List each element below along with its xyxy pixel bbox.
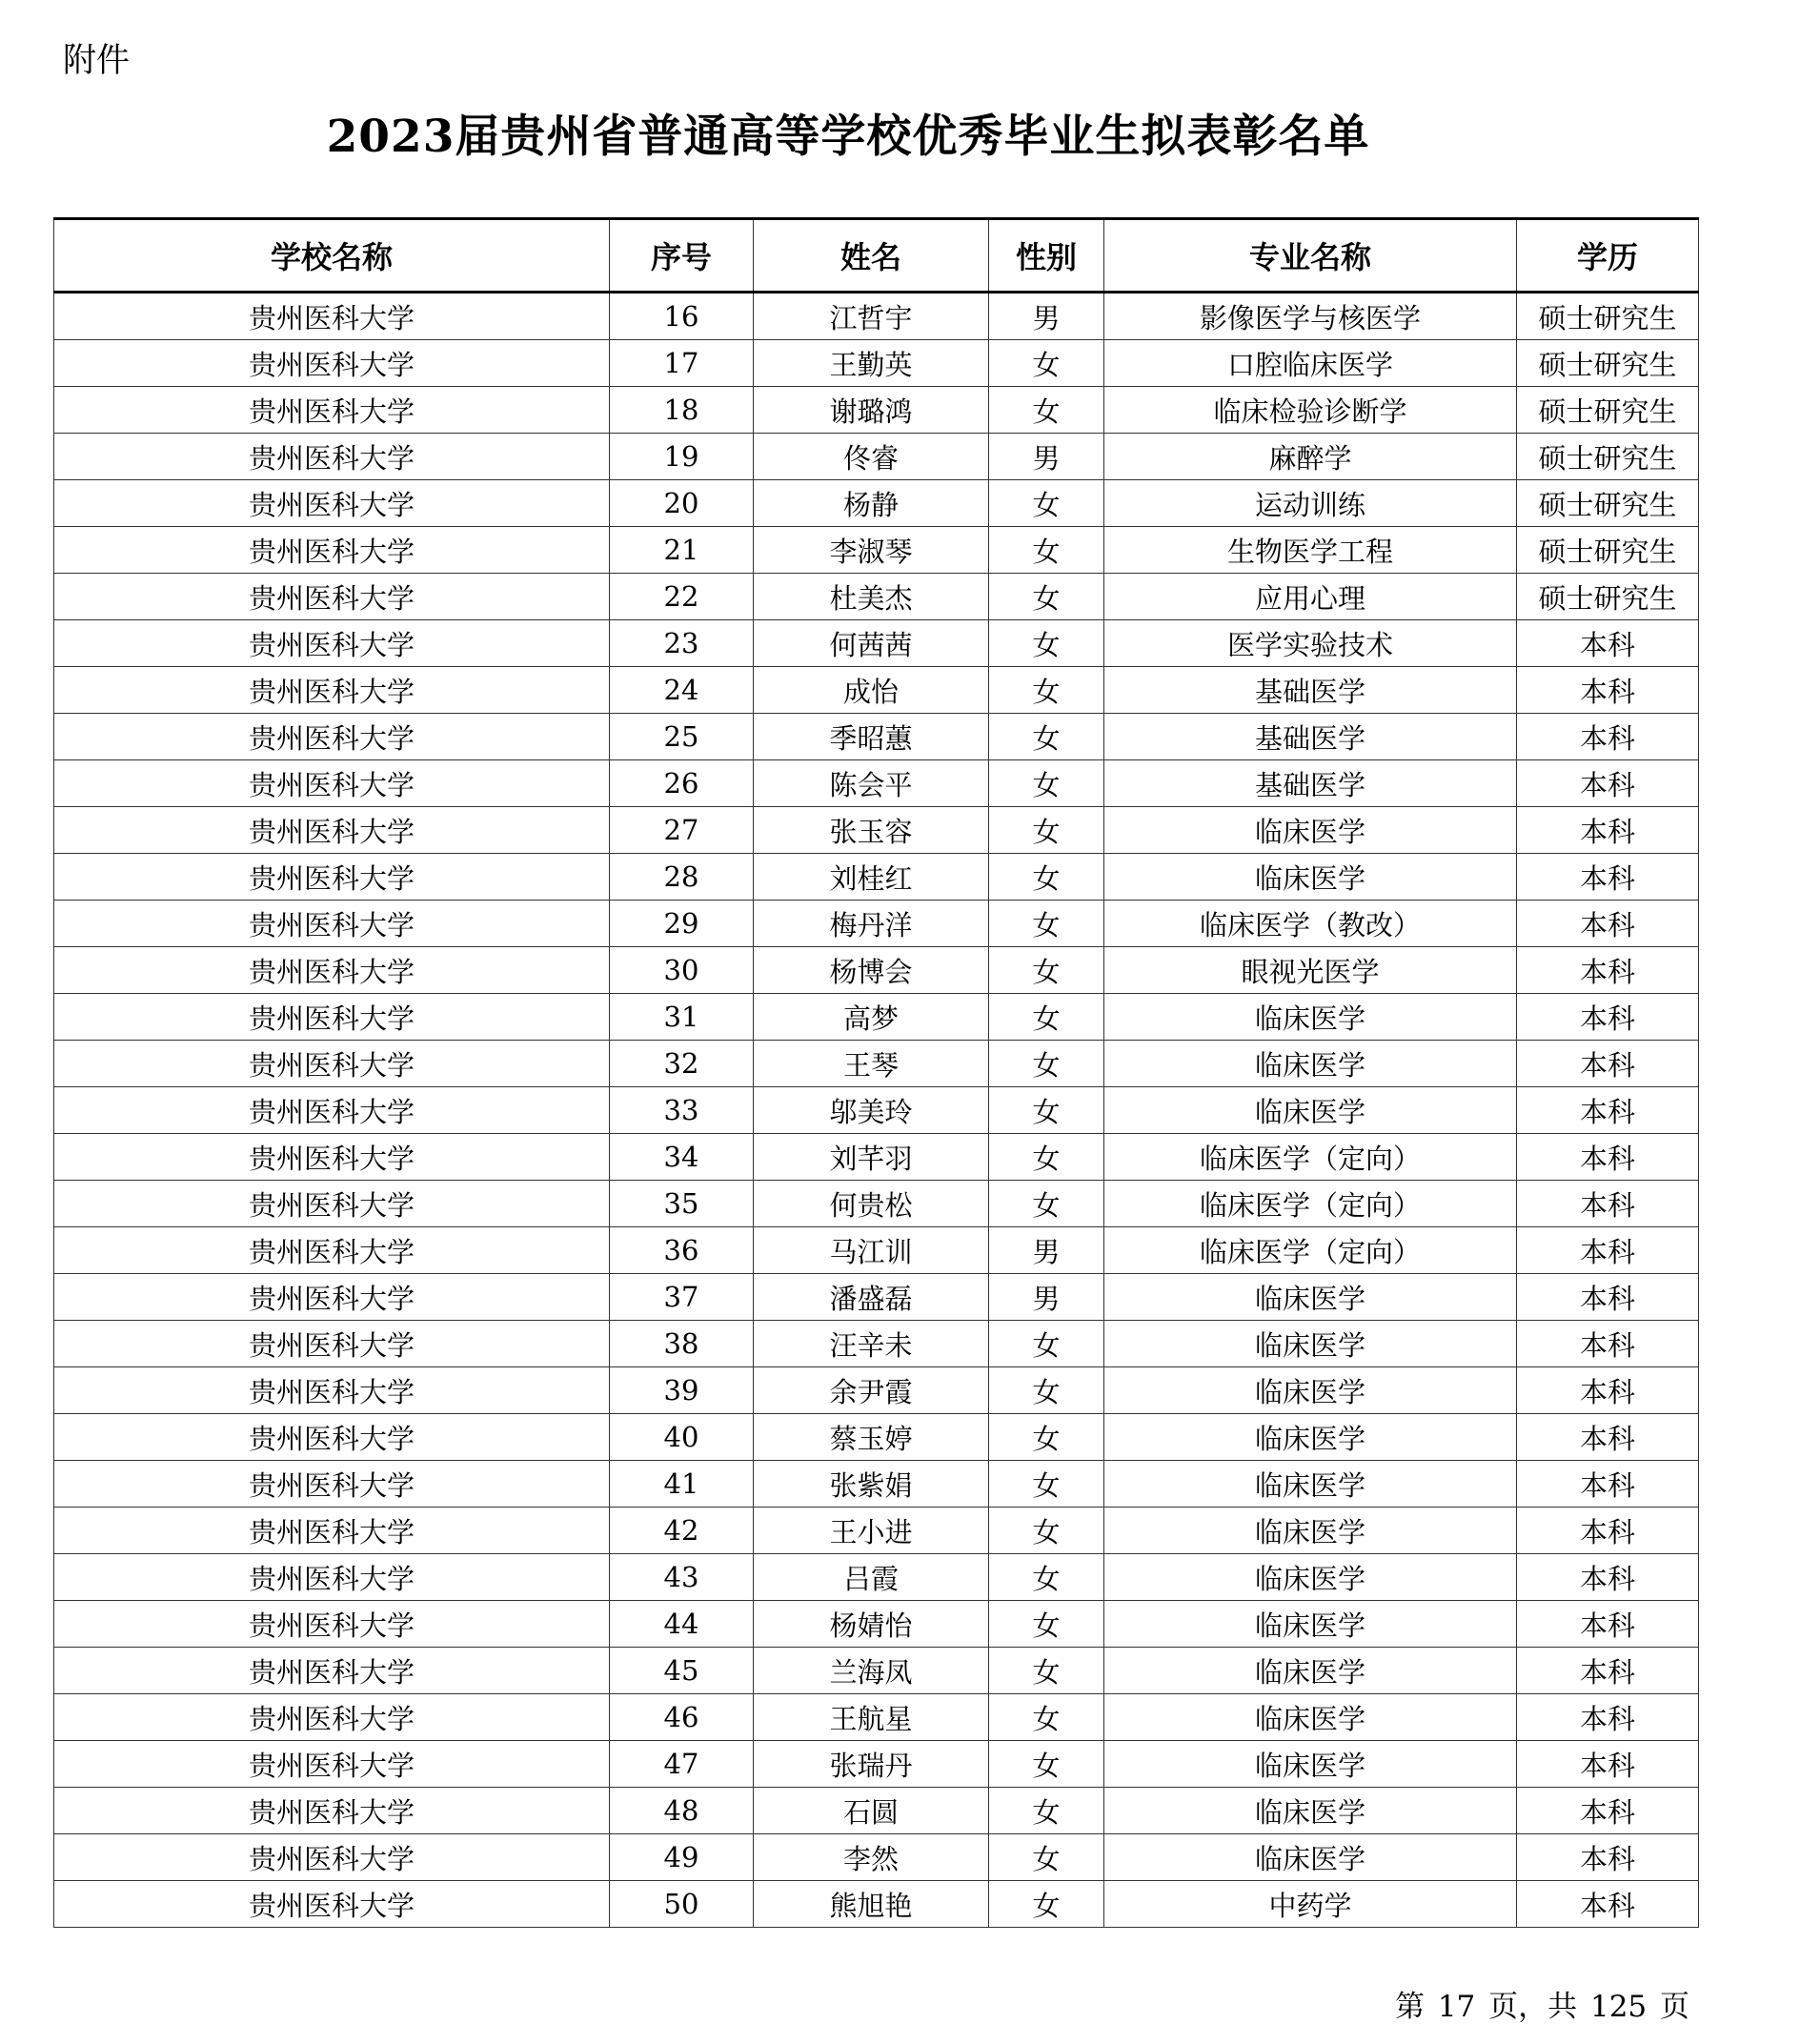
cell-degree: 本科: [1517, 1461, 1699, 1508]
cell-school: 贵州医科大学: [54, 574, 610, 620]
cell-gender: 女: [989, 1554, 1104, 1601]
cell-number: 26: [610, 760, 754, 807]
table-row: [54, 1694, 1699, 1741]
cell-school: 贵州医科大学: [54, 1274, 610, 1321]
cell-school: 贵州医科大学: [54, 1461, 610, 1508]
cell-degree: 本科: [1517, 1274, 1699, 1321]
cell-gender: 女: [989, 760, 1104, 807]
cell-school: 贵州医科大学: [54, 293, 610, 340]
header-name: 姓名: [754, 219, 989, 293]
cell-major: 临床医学: [1104, 854, 1517, 901]
cell-number: 16: [610, 293, 754, 340]
cell-school: 贵州医科大学: [54, 340, 610, 387]
cell-gender: 女: [989, 1881, 1104, 1928]
cell-name: 杨婧怡: [754, 1601, 989, 1648]
cell-number: 21: [610, 527, 754, 574]
cell-major: 临床医学（教改）: [1104, 901, 1517, 947]
table-row: [54, 854, 1699, 901]
cell-major: 临床检验诊断学: [1104, 387, 1517, 434]
table-row: [54, 807, 1699, 854]
cell-gender: 女: [989, 1834, 1104, 1881]
table-row: [54, 480, 1699, 527]
cell-number: 31: [610, 994, 754, 1041]
cell-major: 应用心理: [1104, 574, 1517, 620]
cell-gender: 女: [989, 854, 1104, 901]
cell-major: 生物医学工程: [1104, 527, 1517, 574]
cell-number: 19: [610, 434, 754, 480]
table-row: [54, 1601, 1699, 1648]
cell-name: 杜美杰: [754, 574, 989, 620]
table-row: [54, 434, 1699, 480]
cell-degree: 本科: [1517, 1367, 1699, 1414]
cell-major: 中药学: [1104, 1881, 1517, 1928]
table-row: [54, 1087, 1699, 1134]
table-row: [54, 1367, 1699, 1414]
cell-name: 谢璐鸿: [754, 387, 989, 434]
cell-number: 33: [610, 1087, 754, 1134]
cell-major: 麻醉学: [1104, 434, 1517, 480]
cell-school: 贵州医科大学: [54, 1321, 610, 1367]
cell-major: 运动训练: [1104, 480, 1517, 527]
cell-number: 40: [610, 1414, 754, 1461]
cell-gender: 女: [989, 994, 1104, 1041]
cell-number: 20: [610, 480, 754, 527]
cell-name: 王勤英: [754, 340, 989, 387]
cell-degree: 本科: [1517, 1227, 1699, 1274]
cell-major: 临床医学: [1104, 1508, 1517, 1554]
cell-degree: 本科: [1517, 620, 1699, 667]
table-row: [54, 1274, 1699, 1321]
cell-name: 佟睿: [754, 434, 989, 480]
cell-gender: 男: [989, 293, 1104, 340]
cell-school: 贵州医科大学: [54, 854, 610, 901]
cell-school: 贵州医科大学: [54, 760, 610, 807]
table-row: [54, 1321, 1699, 1367]
cell-degree: 本科: [1517, 667, 1699, 714]
table-row: [54, 1554, 1699, 1601]
cell-school: 贵州医科大学: [54, 1741, 610, 1788]
cell-school: 贵州医科大学: [54, 1508, 610, 1554]
cell-number: 25: [610, 714, 754, 760]
cell-major: 基础医学: [1104, 760, 1517, 807]
table-row: [54, 387, 1699, 434]
cell-major: 临床医学: [1104, 1274, 1517, 1321]
table-row: [54, 1648, 1699, 1694]
cell-name: 梅丹洋: [754, 901, 989, 947]
cell-major: 临床医学: [1104, 1788, 1517, 1834]
cell-gender: 女: [989, 1741, 1104, 1788]
cell-number: 18: [610, 387, 754, 434]
table-row: [54, 1181, 1699, 1227]
cell-major: 临床医学: [1104, 1461, 1517, 1508]
cell-name: 李然: [754, 1834, 989, 1881]
cell-school: 贵州医科大学: [54, 901, 610, 947]
cell-degree: 本科: [1517, 1087, 1699, 1134]
cell-gender: 女: [989, 1508, 1104, 1554]
cell-degree: 本科: [1517, 854, 1699, 901]
cell-school: 贵州医科大学: [54, 667, 610, 714]
cell-name: 张紫娟: [754, 1461, 989, 1508]
table-row: [54, 574, 1699, 620]
header-major: 专业名称: [1104, 219, 1517, 293]
cell-school: 贵州医科大学: [54, 1041, 610, 1087]
cell-major: 临床医学（定向）: [1104, 1134, 1517, 1181]
cell-major: 临床医学: [1104, 1648, 1517, 1694]
cell-gender: 女: [989, 1321, 1104, 1367]
cell-major: 口腔临床医学: [1104, 340, 1517, 387]
cell-degree: 硕士研究生: [1517, 527, 1699, 574]
table-row: [54, 667, 1699, 714]
cell-name: 杨博会: [754, 947, 989, 994]
header-degree: 学历: [1517, 219, 1699, 293]
cell-gender: 女: [989, 527, 1104, 574]
cell-name: 熊旭艳: [754, 1881, 989, 1928]
header-school: 学校名称: [54, 219, 610, 293]
cell-major: 临床医学: [1104, 807, 1517, 854]
table-row: [54, 760, 1699, 807]
cell-number: 46: [610, 1694, 754, 1741]
page-number: 第 17 页，共 125 页: [1394, 1990, 1689, 2024]
cell-number: 38: [610, 1321, 754, 1367]
cell-degree: 本科: [1517, 714, 1699, 760]
cell-number: 28: [610, 854, 754, 901]
cell-name: 何茜茜: [754, 620, 989, 667]
cell-major: 基础医学: [1104, 667, 1517, 714]
cell-degree: 本科: [1517, 901, 1699, 947]
cell-degree: 硕士研究生: [1517, 574, 1699, 620]
cell-number: 42: [610, 1508, 754, 1554]
cell-school: 贵州医科大学: [54, 1694, 610, 1741]
cell-school: 贵州医科大学: [54, 387, 610, 434]
cell-gender: 女: [989, 574, 1104, 620]
cell-number: 39: [610, 1367, 754, 1414]
table-row: [54, 1788, 1699, 1834]
table-row: [54, 1881, 1699, 1928]
cell-school: 贵州医科大学: [54, 1181, 610, 1227]
cell-gender: 女: [989, 1367, 1104, 1414]
cell-degree: 本科: [1517, 947, 1699, 994]
cell-name: 张玉容: [754, 807, 989, 854]
cell-number: 49: [610, 1834, 754, 1881]
cell-name: 高梦: [754, 994, 989, 1041]
cell-number: 45: [610, 1648, 754, 1694]
table-row: [54, 1461, 1699, 1508]
cell-degree: 本科: [1517, 1881, 1699, 1928]
table-header-row: [54, 219, 1699, 293]
cell-major: 临床医学: [1104, 1367, 1517, 1414]
cell-major: 临床医学: [1104, 1834, 1517, 1881]
cell-gender: 女: [989, 1694, 1104, 1741]
cell-major: 临床医学: [1104, 994, 1517, 1041]
cell-name: 潘盛磊: [754, 1274, 989, 1321]
table-row: [54, 901, 1699, 947]
attachment-label: 附件: [63, 42, 131, 80]
cell-degree: 本科: [1517, 1554, 1699, 1601]
cell-major: 临床医学: [1104, 1601, 1517, 1648]
cell-school: 贵州医科大学: [54, 620, 610, 667]
table-row: [54, 994, 1699, 1041]
cell-degree: 本科: [1517, 1181, 1699, 1227]
cell-degree: 本科: [1517, 1414, 1699, 1461]
cell-number: 23: [610, 620, 754, 667]
cell-name: 王琴: [754, 1041, 989, 1087]
cell-number: 41: [610, 1461, 754, 1508]
cell-gender: 女: [989, 387, 1104, 434]
cell-degree: 本科: [1517, 1741, 1699, 1788]
cell-name: 邬美玲: [754, 1087, 989, 1134]
cell-name: 蔡玉婷: [754, 1414, 989, 1461]
cell-degree: 硕士研究生: [1517, 293, 1699, 340]
cell-school: 贵州医科大学: [54, 1881, 610, 1928]
cell-gender: 女: [989, 714, 1104, 760]
table-row: [54, 714, 1699, 760]
cell-major: 临床医学: [1104, 1087, 1517, 1134]
cell-school: 贵州医科大学: [54, 1227, 610, 1274]
cell-school: 贵州医科大学: [54, 1134, 610, 1181]
cell-gender: 女: [989, 1788, 1104, 1834]
cell-school: 贵州医科大学: [54, 994, 610, 1041]
cell-name: 兰海凤: [754, 1648, 989, 1694]
cell-major: 临床医学（定向）: [1104, 1227, 1517, 1274]
cell-number: 32: [610, 1041, 754, 1087]
cell-degree: 本科: [1517, 1834, 1699, 1881]
cell-degree: 本科: [1517, 1601, 1699, 1648]
cell-school: 贵州医科大学: [54, 1788, 610, 1834]
cell-name: 张瑞丹: [754, 1741, 989, 1788]
cell-school: 贵州医科大学: [54, 1601, 610, 1648]
header-gender: 性别: [989, 219, 1104, 293]
table-row: [54, 1041, 1699, 1087]
table-row: [54, 1508, 1699, 1554]
cell-name: 刘桂红: [754, 854, 989, 901]
cell-school: 贵州医科大学: [54, 527, 610, 574]
cell-number: 27: [610, 807, 754, 854]
cell-degree: 硕士研究生: [1517, 480, 1699, 527]
cell-major: 临床医学: [1104, 1554, 1517, 1601]
table-body: [54, 293, 1699, 1928]
table-row: [54, 527, 1699, 574]
cell-name: 江哲宇: [754, 293, 989, 340]
cell-number: 47: [610, 1741, 754, 1788]
cell-major: 临床医学: [1104, 1041, 1517, 1087]
cell-name: 吕霞: [754, 1554, 989, 1601]
cell-number: 44: [610, 1601, 754, 1648]
cell-degree: 硕士研究生: [1517, 387, 1699, 434]
cell-gender: 女: [989, 1181, 1104, 1227]
cell-major: 眼视光医学: [1104, 947, 1517, 994]
cell-degree: 本科: [1517, 994, 1699, 1041]
cell-name: 石圆: [754, 1788, 989, 1834]
cell-school: 贵州医科大学: [54, 1414, 610, 1461]
cell-name: 马江训: [754, 1227, 989, 1274]
cell-gender: 女: [989, 1648, 1104, 1694]
cell-school: 贵州医科大学: [54, 947, 610, 994]
cell-school: 贵州医科大学: [54, 1834, 610, 1881]
cell-number: 22: [610, 574, 754, 620]
cell-school: 贵州医科大学: [54, 1648, 610, 1694]
cell-gender: 女: [989, 480, 1104, 527]
cell-school: 贵州医科大学: [54, 1367, 610, 1414]
table-row: [54, 1414, 1699, 1461]
cell-number: 37: [610, 1274, 754, 1321]
cell-name: 刘芊羽: [754, 1134, 989, 1181]
cell-degree: 硕士研究生: [1517, 434, 1699, 480]
cell-name: 季昭蕙: [754, 714, 989, 760]
cell-number: 50: [610, 1881, 754, 1928]
cell-gender: 女: [989, 1414, 1104, 1461]
cell-major: 临床医学: [1104, 1414, 1517, 1461]
table-row: [54, 620, 1699, 667]
cell-school: 贵州医科大学: [54, 434, 610, 480]
cell-name: 陈会平: [754, 760, 989, 807]
cell-gender: 女: [989, 1461, 1104, 1508]
table-row: [54, 340, 1699, 387]
honoree-table: [53, 217, 1699, 1928]
cell-degree: 本科: [1517, 1321, 1699, 1367]
cell-number: 43: [610, 1554, 754, 1601]
cell-name: 王小进: [754, 1508, 989, 1554]
cell-gender: 女: [989, 620, 1104, 667]
cell-gender: 女: [989, 1087, 1104, 1134]
cell-gender: 女: [989, 1601, 1104, 1648]
cell-name: 成怡: [754, 667, 989, 714]
cell-gender: 男: [989, 434, 1104, 480]
cell-gender: 女: [989, 1134, 1104, 1181]
table-row: [54, 1741, 1699, 1788]
table-row: [54, 1134, 1699, 1181]
cell-number: 17: [610, 340, 754, 387]
header-number: 序号: [610, 219, 754, 293]
cell-degree: 本科: [1517, 1694, 1699, 1741]
cell-number: 34: [610, 1134, 754, 1181]
cell-gender: 女: [989, 667, 1104, 714]
cell-school: 贵州医科大学: [54, 1554, 610, 1601]
cell-gender: 女: [989, 807, 1104, 854]
cell-degree: 硕士研究生: [1517, 340, 1699, 387]
cell-gender: 男: [989, 1227, 1104, 1274]
cell-number: 36: [610, 1227, 754, 1274]
cell-school: 贵州医科大学: [54, 480, 610, 527]
cell-gender: 女: [989, 1041, 1104, 1087]
document-title: 2023届贵州省普通高等学校优秀毕业生拟表彰名单: [326, 111, 1370, 163]
cell-degree: 本科: [1517, 1788, 1699, 1834]
cell-school: 贵州医科大学: [54, 1087, 610, 1134]
cell-name: 王航星: [754, 1694, 989, 1741]
table-row: [54, 1227, 1699, 1274]
cell-number: 29: [610, 901, 754, 947]
cell-major: 临床医学（定向）: [1104, 1181, 1517, 1227]
cell-number: 35: [610, 1181, 754, 1227]
cell-degree: 本科: [1517, 1134, 1699, 1181]
table-row: [54, 947, 1699, 994]
cell-degree: 本科: [1517, 807, 1699, 854]
cell-gender: 女: [989, 901, 1104, 947]
cell-number: 30: [610, 947, 754, 994]
cell-major: 影像医学与核医学: [1104, 293, 1517, 340]
cell-degree: 本科: [1517, 1041, 1699, 1087]
cell-name: 汪辛未: [754, 1321, 989, 1367]
cell-major: 临床医学: [1104, 1694, 1517, 1741]
table-row: [54, 293, 1699, 340]
cell-school: 贵州医科大学: [54, 714, 610, 760]
cell-degree: 本科: [1517, 1648, 1699, 1694]
cell-gender: 女: [989, 947, 1104, 994]
cell-major: 医学实验技术: [1104, 620, 1517, 667]
cell-gender: 女: [989, 340, 1104, 387]
cell-number: 48: [610, 1788, 754, 1834]
cell-name: 何贵松: [754, 1181, 989, 1227]
cell-name: 李淑琴: [754, 527, 989, 574]
cell-major: 基础医学: [1104, 714, 1517, 760]
table-row: [54, 1834, 1699, 1881]
cell-school: 贵州医科大学: [54, 807, 610, 854]
cell-name: 余尹霞: [754, 1367, 989, 1414]
cell-name: 杨静: [754, 480, 989, 527]
cell-number: 24: [610, 667, 754, 714]
cell-major: 临床医学: [1104, 1741, 1517, 1788]
cell-degree: 本科: [1517, 1508, 1699, 1554]
cell-gender: 男: [989, 1274, 1104, 1321]
cell-degree: 本科: [1517, 760, 1699, 807]
cell-major: 临床医学: [1104, 1321, 1517, 1367]
